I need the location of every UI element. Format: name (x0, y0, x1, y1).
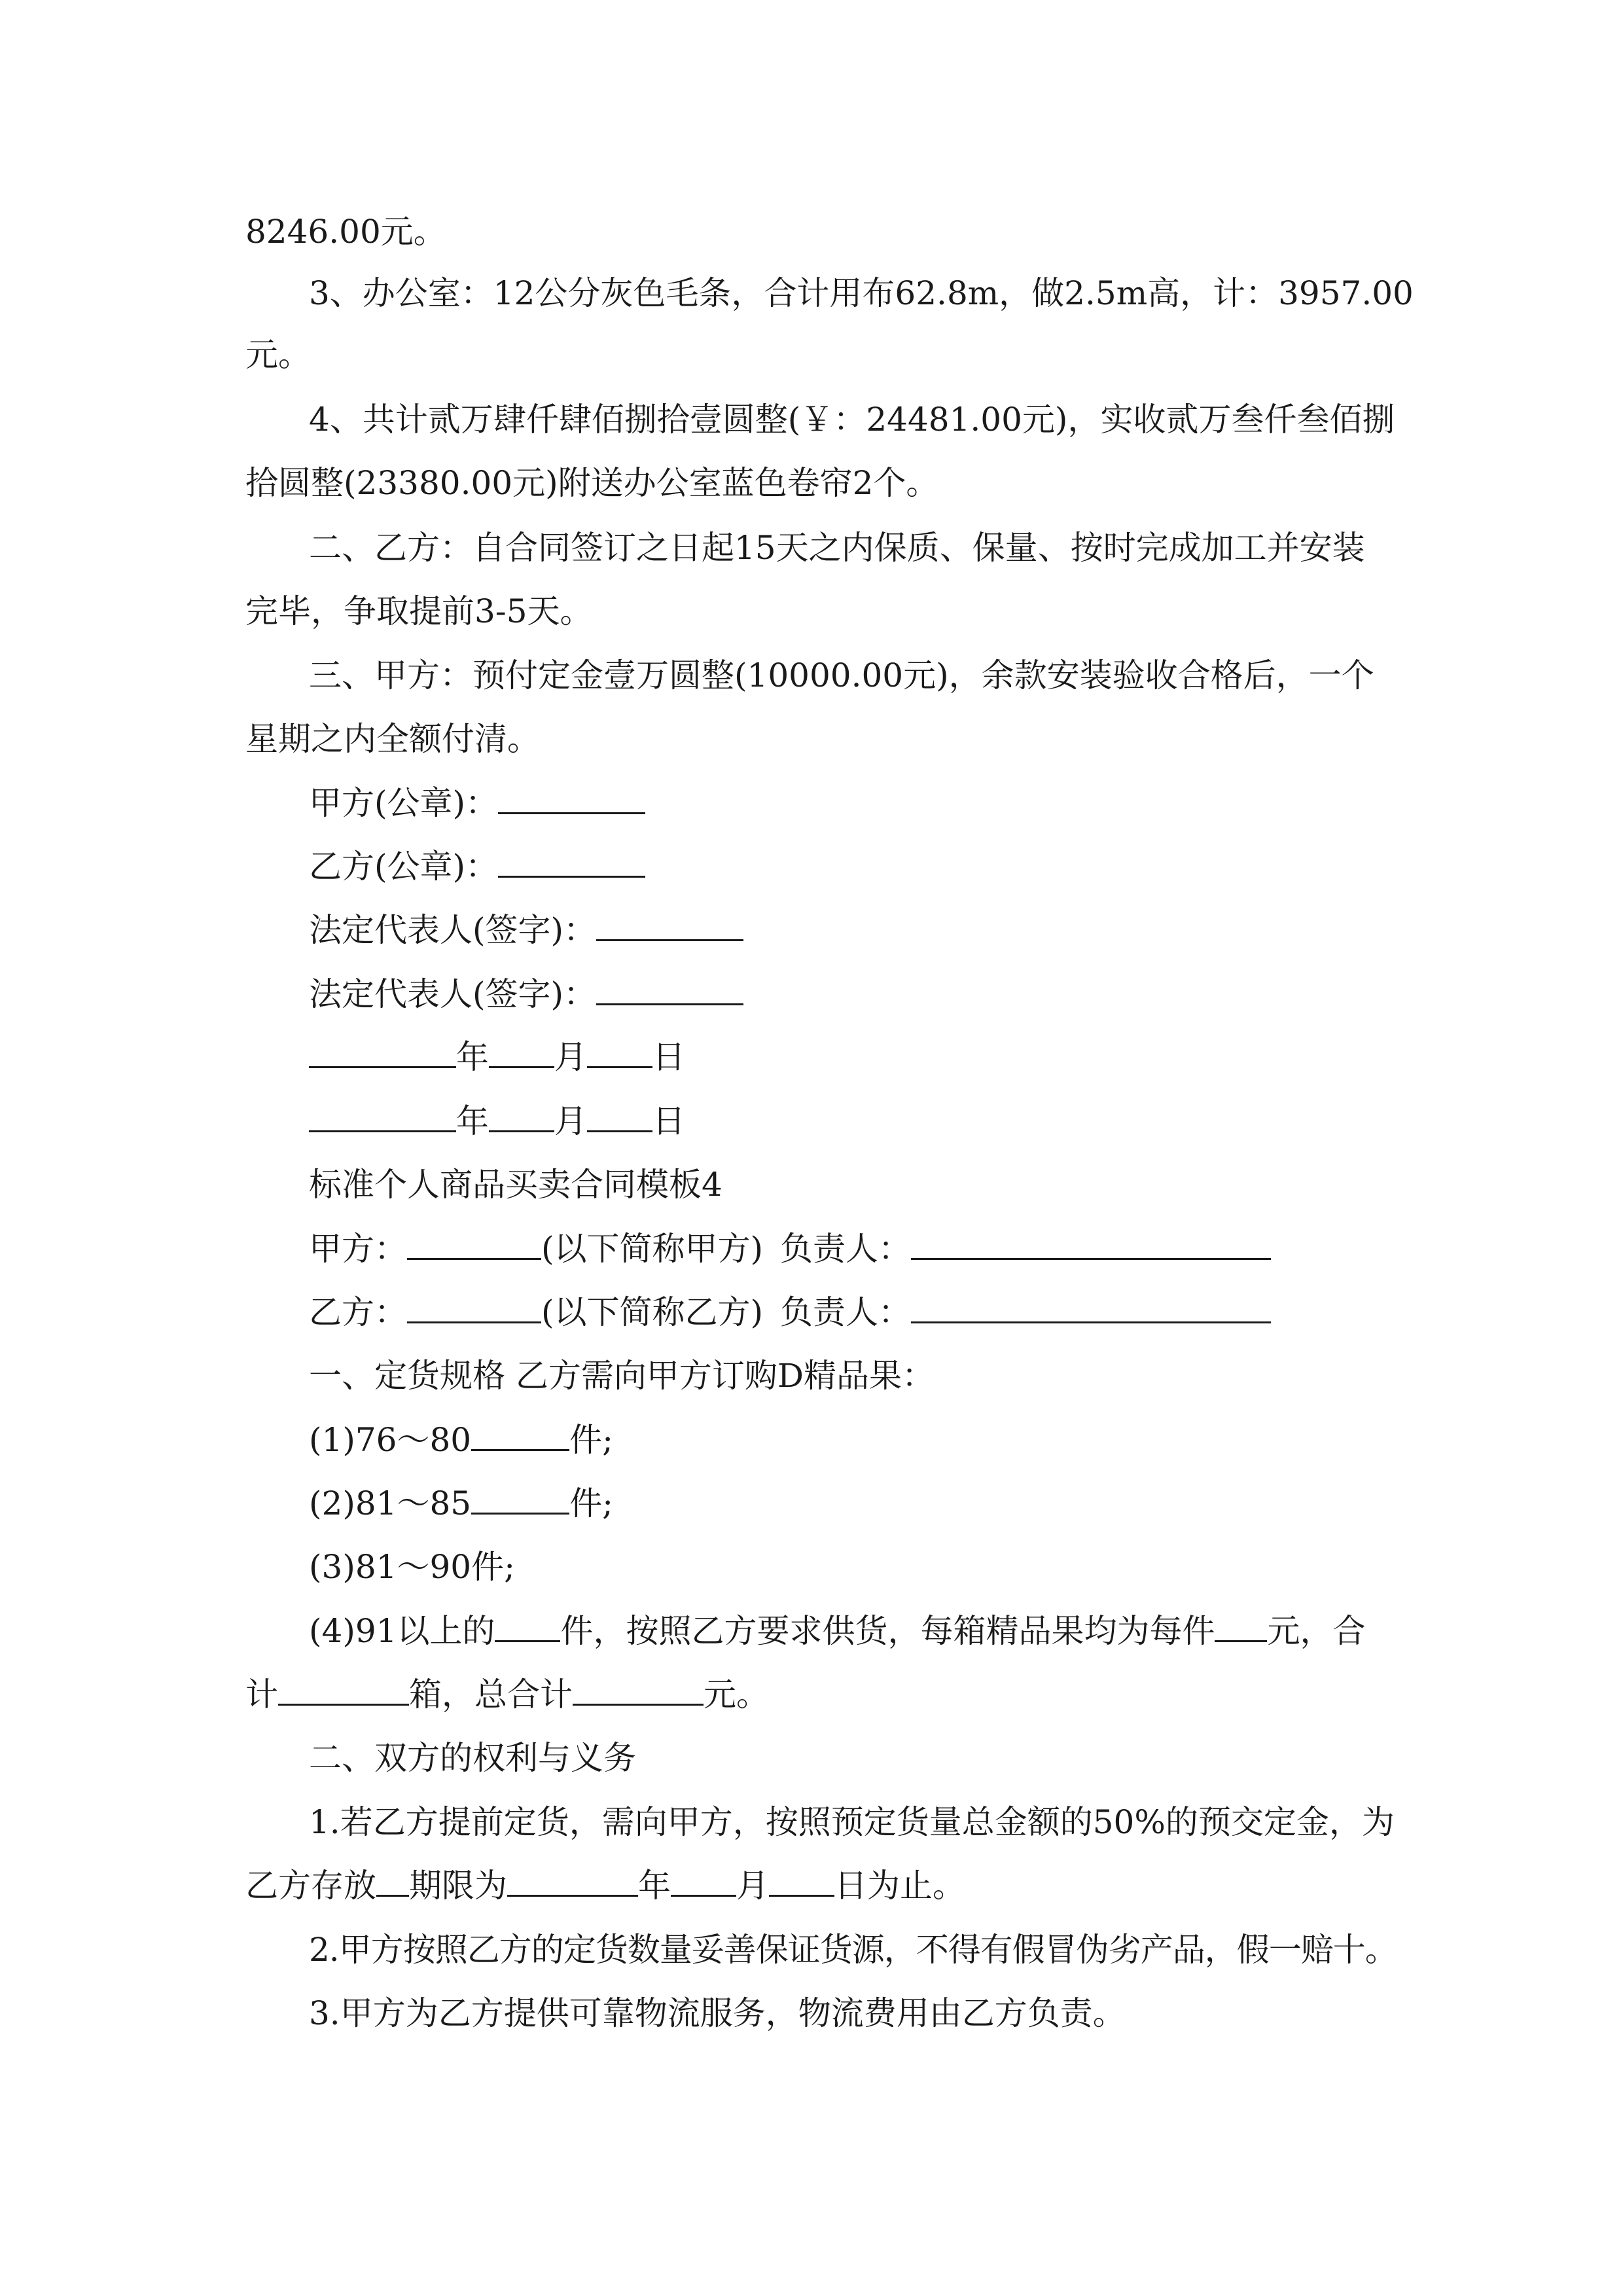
template4-item1-prefix: (1)76～80 (309, 1421, 472, 1459)
para-office-line1: 3、办公室：12公分灰色毛条，合计用布62.8m，做2.5m高，计：3957.00 (309, 274, 1414, 312)
para-office-line2: 元。 (245, 336, 311, 374)
template4-section2: 二、双方的权利与义务 (309, 1739, 636, 1777)
template4-clause1-day-blank (769, 1866, 834, 1897)
template4-clause1-year-blank (507, 1866, 638, 1897)
template4-title: 标准个人商品买卖合同模板4 (309, 1166, 722, 1204)
date-month-label-2: 月 (554, 1102, 587, 1140)
date-line-1 (309, 1037, 685, 1077)
date-month-blank-1 (489, 1037, 554, 1068)
template4-clause1-month: 月 (736, 1867, 769, 1905)
template4-item2-blank (471, 1484, 569, 1515)
template4-clause1-a: 乙方存放 (245, 1867, 376, 1905)
template4-item4-c: 元，合 (1267, 1612, 1366, 1650)
legal-rep-label-1: 法定代表人(签字)： (309, 911, 597, 949)
template4-party-a-line (309, 1229, 1271, 1268)
date-year-label-2: 年 (456, 1102, 489, 1140)
template4-party-a-responsible-blank (911, 1229, 1271, 1260)
template4-section1: 一、定货规格 乙方需向甲方订购D精品果： (309, 1357, 935, 1395)
date-month-blank-2 (489, 1102, 554, 1132)
template4-clause1-line1: 1.若乙方提前定货，需向甲方，按照预定货量总金额的50%的预交定金，为 (309, 1803, 1395, 1841)
para-cost-total-tail: 8246.00元。 (245, 213, 446, 251)
template4-item2-suffix: 件; (569, 1484, 613, 1522)
para-party-b-line2: 完毕，争取提前3-5天。 (245, 592, 593, 630)
template4-clause3: 3.甲方为乙方提供可靠物流服务，物流费用由乙方负责。 (309, 1994, 1126, 2032)
legal-rep-blank-2 (596, 975, 743, 1005)
legal-rep-line-2 (309, 975, 743, 1014)
date-day-blank-2 (587, 1102, 652, 1132)
template4-item4-total-blank (573, 1675, 704, 1706)
template4-item4-f: 元。 (704, 1676, 769, 1713)
template4-item4-qty-blank (495, 1611, 560, 1642)
template4-party-b-line (309, 1293, 1271, 1332)
template4-party-a-label: 甲方： (309, 1230, 407, 1268)
template4-clause1-store-blank (376, 1866, 409, 1897)
party-b-seal-blank (498, 847, 645, 878)
template4-party-b-abbr: (以下简称乙方) (541, 1293, 764, 1331)
legal-rep-label-2: 法定代表人(签字)： (309, 975, 597, 1013)
para-party-b-line1: 二、乙方：自合同签订之日起15天之内保质、保量、按时完成加工并安装 (309, 529, 1365, 567)
party-a-seal-blank (498, 783, 645, 814)
template4-item4-d: 计 (245, 1676, 278, 1713)
template4-party-a-abbr: (以下简称甲方) (541, 1230, 764, 1268)
template4-party-b-responsible: 负责人： (780, 1293, 912, 1331)
template4-clause1-year: 年 (638, 1867, 671, 1905)
template4-clause1-month-blank (671, 1866, 736, 1897)
template4-item4-e: 箱，总合计 (409, 1676, 573, 1713)
template4-clause1-end: 日为止。 (834, 1867, 965, 1905)
template4-item4-line1 (309, 1611, 1365, 1651)
para-party-a-line2: 星期之内全额付清。 (245, 720, 540, 758)
template4-item4-b: 件，按照乙方要求供货，每箱精品果均为每件 (560, 1612, 1215, 1650)
template4-item4-box-blank (278, 1675, 409, 1706)
para-total-line1: 4、共计贰万肆仟肆佰捌拾壹圆整(￥：24481.00元)，实收贰万叁仟叁佰捌 (309, 401, 1395, 439)
legal-rep-blank-1 (596, 910, 743, 941)
template4-item4-line2 (245, 1675, 769, 1714)
para-total-line2: 拾圆整(23380.00元)附送办公室蓝色卷帘2个。 (245, 464, 939, 502)
template4-clause2: 2.甲方按照乙方的定货数量妥善保证货源，不得有假冒伪劣产品，假一赔十。 (309, 1931, 1397, 1969)
party-a-seal-line (309, 783, 645, 823)
date-month-label-1: 月 (554, 1038, 587, 1076)
template4-item2 (309, 1484, 613, 1523)
template4-party-b-responsible-blank (911, 1293, 1271, 1323)
date-day-label-1: 日 (652, 1038, 685, 1076)
date-year-blank-2 (309, 1102, 456, 1132)
template4-item2-prefix: (2)81～85 (309, 1484, 472, 1522)
template4-item1 (309, 1420, 613, 1460)
template4-item3: (3)81～90件; (309, 1548, 515, 1586)
template4-party-a-blank (407, 1229, 541, 1260)
party-b-seal-label: 乙方(公章)： (309, 848, 499, 886)
template4-party-b-label: 乙方： (309, 1293, 407, 1331)
party-b-seal-line (309, 847, 645, 886)
template4-party-b-blank (407, 1293, 541, 1323)
template4-party-a-responsible: 负责人： (780, 1230, 912, 1268)
template4-clause1-b: 期限为 (409, 1867, 507, 1905)
template4-item1-suffix: 件; (569, 1421, 613, 1459)
date-year-blank-1 (309, 1037, 456, 1068)
date-line-2 (309, 1102, 685, 1141)
template4-item4-a: (4)91以上的 (309, 1612, 495, 1650)
para-party-a-line1: 三、甲方：预付定金壹万圆整(10000.00元)，余款安装验收合格后，一个 (309, 656, 1374, 694)
date-day-blank-1 (587, 1037, 652, 1068)
template4-item1-blank (471, 1420, 569, 1451)
party-a-seal-label: 甲方(公章)： (309, 784, 499, 822)
date-year-label-1: 年 (456, 1038, 489, 1076)
legal-rep-line-1 (309, 910, 743, 950)
template4-clause1-line2 (245, 1866, 965, 1905)
template4-item4-price-blank (1215, 1611, 1267, 1642)
date-day-label-2: 日 (652, 1102, 685, 1140)
